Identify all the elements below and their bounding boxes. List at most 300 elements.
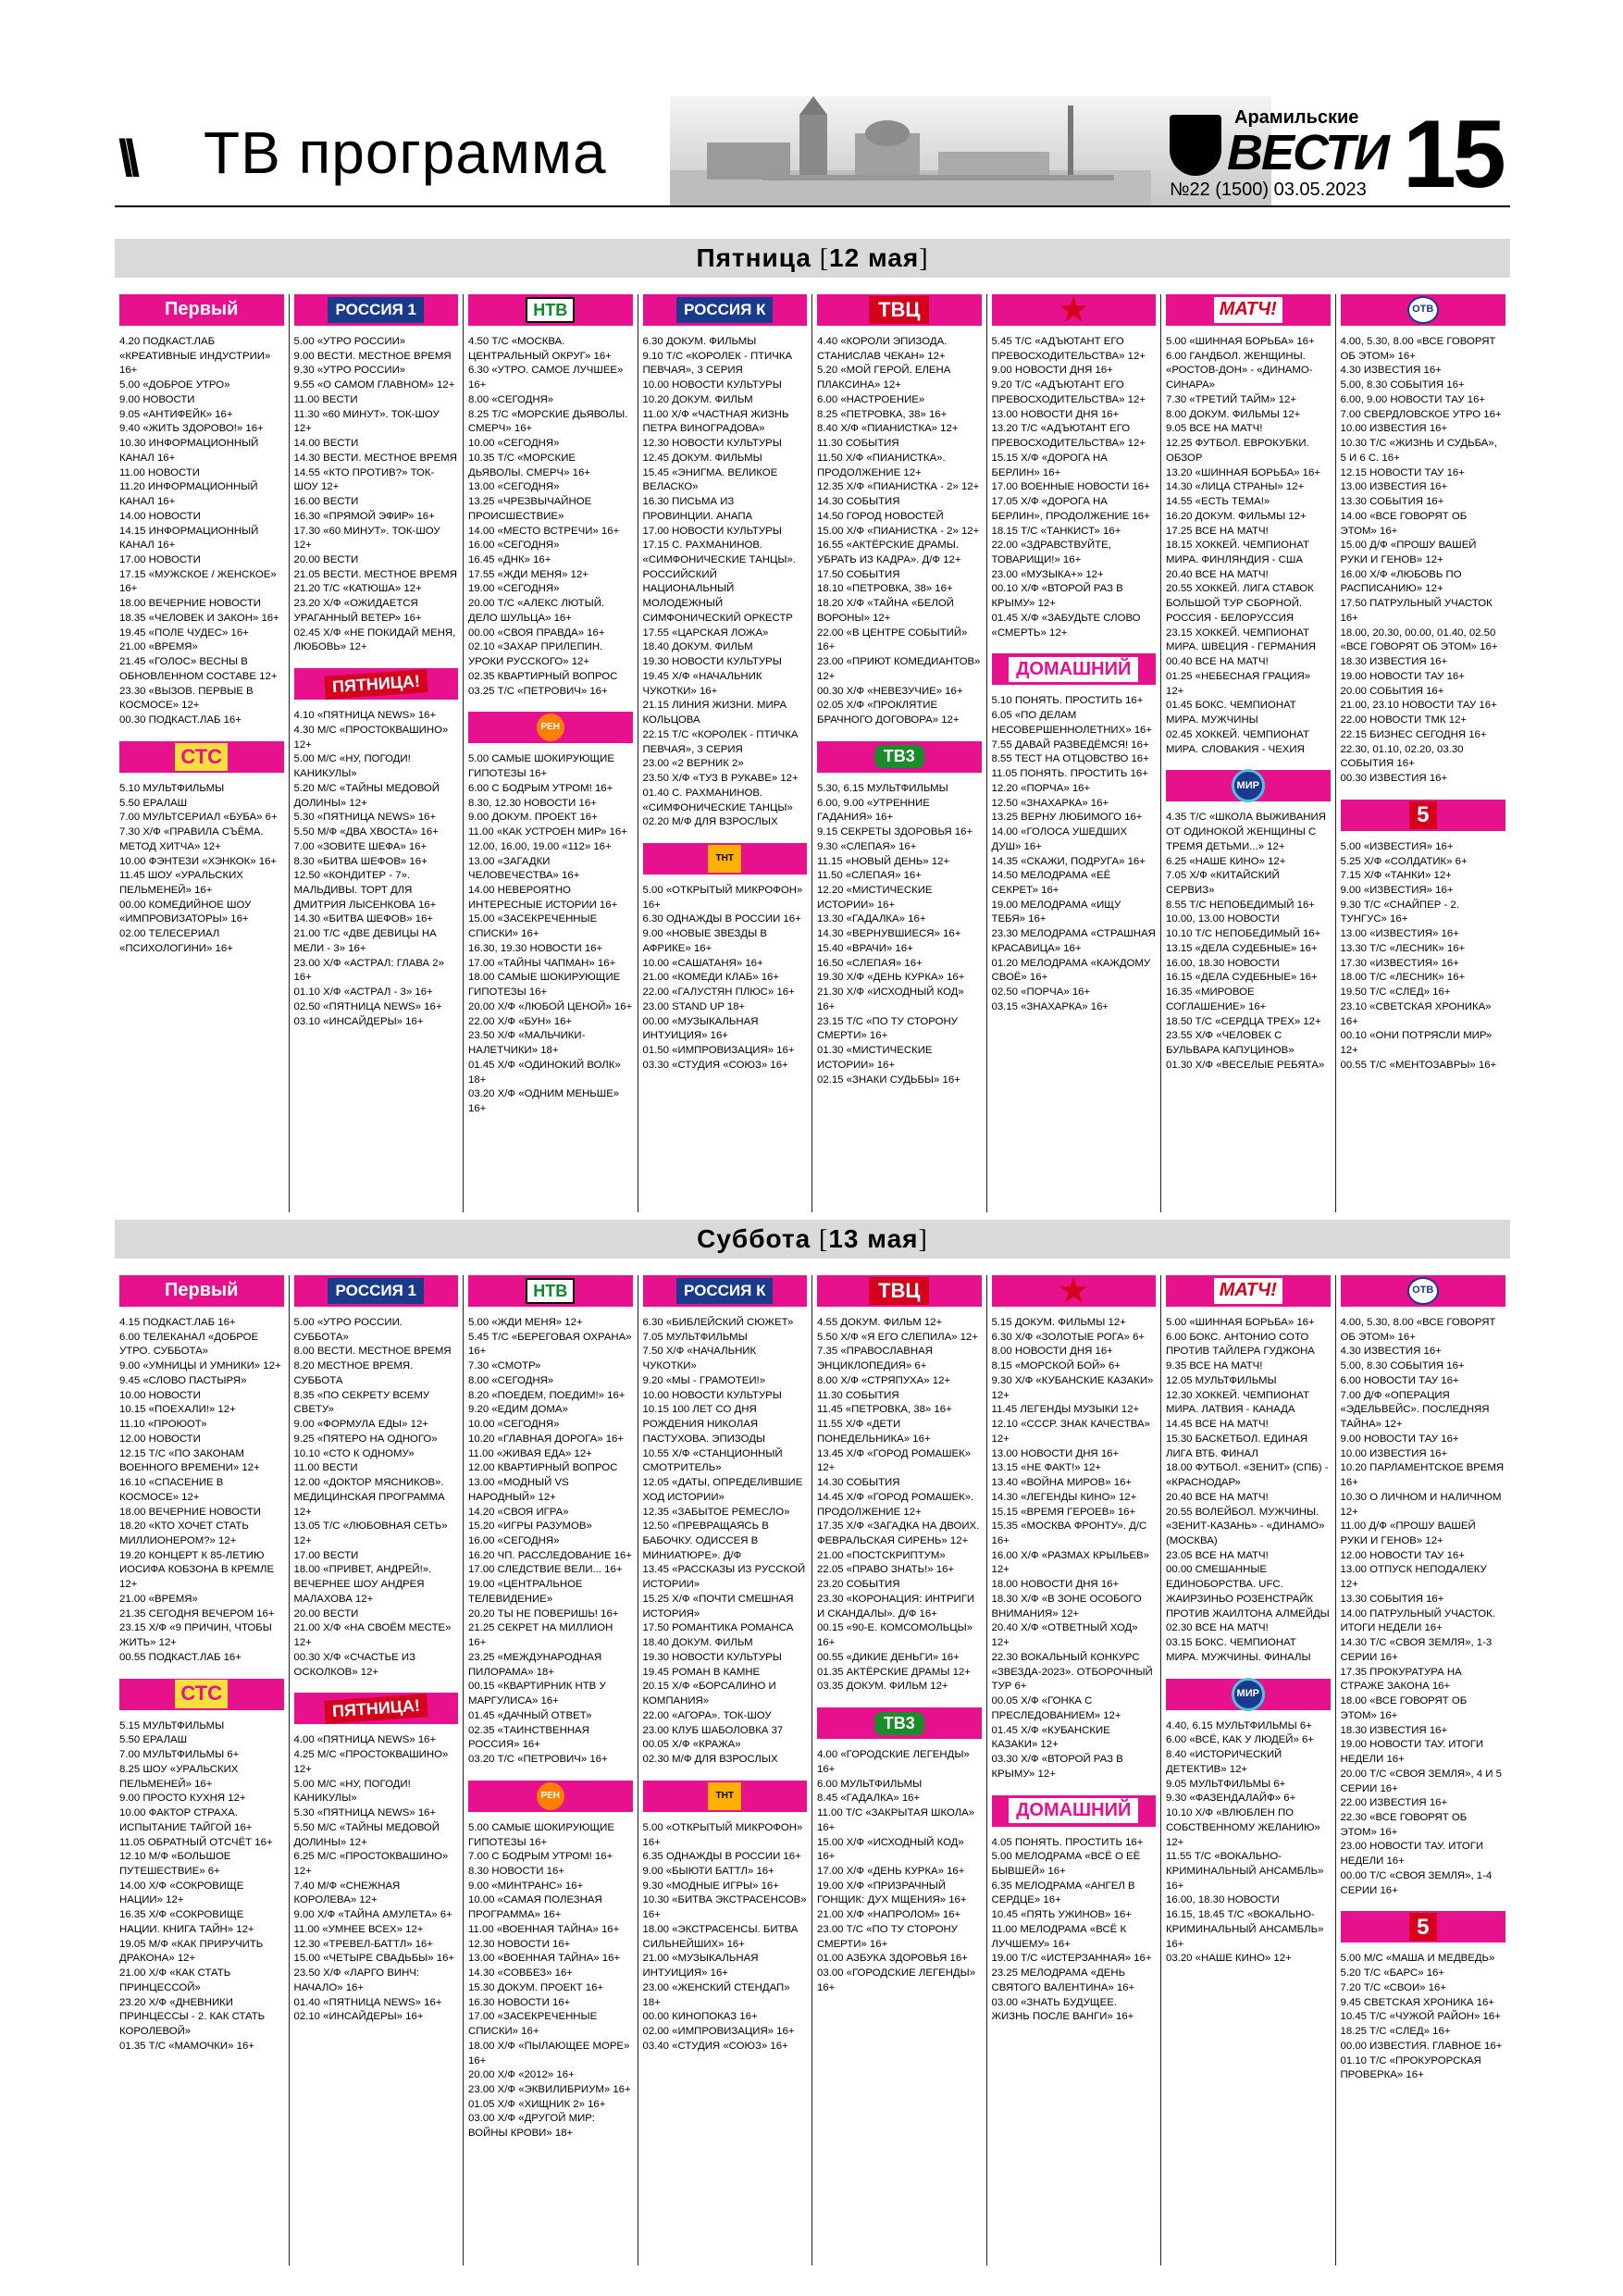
channel-block — [992, 653, 1157, 1014]
program-item: 01.45 Х/Ф «ЗАБУДЬТЕ СЛОВО «СМЕРТЬ» 12+ — [991, 612, 1141, 639]
program-item: 5.00 «ШИННАЯ БОРЬБА» 16+ — [1166, 336, 1315, 347]
program-item: 16.15, 18.45 Т/С «ВОКАЛЬНО-КРИМИНАЛЬНЫЙ АНСАМБЛЬ» 16+ — [1166, 1909, 1324, 1950]
program-item: 9.05 ВСЕ НА МАТЧ! — [1166, 423, 1263, 435]
program-item: 02.10 «ИНСАЙДЕРЫ» 16+ — [293, 2011, 424, 2023]
newspaper-logo — [1170, 107, 1392, 180]
program-item: 11.20 ИНФОРМАЦИОННЫЙ КАНАЛ 16+ — [119, 481, 258, 508]
program-item: 19.00 Т/С «ИСТЕРЗАННАЯ» 16+ — [991, 1953, 1152, 1965]
program-item: 14.30 Т/С «СВОЯ ЗЕМЛЯ», 1-3 СЕРИИ 16+ — [1340, 1637, 1493, 1663]
program-item: 17.00 ВОЕННЫЕ НОВОСТИ 16+ — [991, 481, 1150, 493]
program-item: 17.15 С. РАХМАНИНОВ. «СИМФОНИЧЕСКИЕ ТАНЦЫ». РОССИЙСКИЙ НАЦИОНАЛЬНЫЙ МОЛОДЕЖНЫЙ СИМФОНИЧЕСКИЙ ОРКЕСТР — [642, 540, 796, 624]
program-item: 10.00, 13.00 НОВОСТИ — [1166, 913, 1280, 925]
program-item: 22.05 «ПРАВО ЗНАТЬ!» 16+ — [817, 1564, 955, 1576]
channel-column — [1336, 1275, 1511, 2265]
program-item: 16.00, 18.30 НОВОСТИ — [1166, 1894, 1280, 1906]
program-item: 9.00 НОВОСТИ — [119, 393, 195, 405]
program-item: 20.00 Х/Ф «ЛЮБОЙ ЦЕНОЙ» 16+ — [468, 1000, 633, 1012]
program-item: 18.15 Т/С «ТАНКИСТ» 16+ — [991, 525, 1121, 537]
program-item: 16.00 «СЕГОДНЯ» — [468, 1535, 560, 1547]
program-item: 9.30 Т/С «СНАЙПЕР - 2. ТУНГУС» 16+ — [1340, 899, 1459, 925]
program-item: 11.50 Х/Ф «ПИАНИСТКА». ПРОДОЛЖЕНИЕ 12+ — [817, 452, 946, 478]
program-item: 16.30 ПИСЬМА ИЗ ПРОВИНЦИИ. АНАПА — [642, 496, 753, 522]
channel-logo-ctc — [119, 741, 284, 773]
program-item: 17.00 Х/Ф «ДЕНЬ КУРКА» 16+ — [817, 1865, 965, 1877]
program-item: 8.20 «ПОЕДЕМ, ПОЕДИМ!» 16+ — [468, 1389, 626, 1401]
program-item: 17.30 «ИЗВЕСТИЯ» 16+ — [1340, 957, 1459, 969]
perviy-logo-icon: Первый — [165, 1280, 239, 1301]
program-item: 00.55 Т/С «МЕНТОЗАВРЫ» 16+ — [1340, 1059, 1497, 1071]
channel-logo-mir — [1166, 1679, 1331, 1710]
program-item: 23.00 «ЖЕНСКИЙ СТЕНДАП» 18+ — [642, 1981, 790, 2008]
program-item: 5.00 «ОТКРЫТЫЙ МИКРОФОН» 16+ — [642, 1821, 803, 1848]
program-item: 01.25 «НЕБЕСНАЯ ГРАЦИЯ» 12+ — [1166, 670, 1311, 697]
program-item: 15.30 ДОКУМ. ПРОЕКТ 16+ — [468, 1981, 604, 1993]
channel-column — [812, 294, 987, 1212]
channel-logo-ctc — [119, 1679, 284, 1710]
program-item: 8.30 «БИТВА ШЕФОВ» 16+ — [293, 855, 427, 867]
program-item: 16.30 «ПРЯМОЙ ЭФИР» 16+ — [293, 510, 435, 522]
program-item: 5.00 САМЫЕ ШОКИРУЮЩИЕ ГИПОТЕЗЫ 16+ — [468, 1821, 614, 1848]
program-item: 6.25 М/С «ПРОСТОКВАШИНО» 12+ — [293, 1851, 449, 1877]
program-item: 15.35 «МОСКВА ФРОНТУ». Д/С 16+ — [991, 1520, 1147, 1547]
program-item: 7.55 ДАВАЙ РАЗВЕДЁМСЯ! 16+ — [991, 738, 1149, 751]
program-item: 5.50 Х/Ф «Я ЕГО СЛЕПИЛА» 12+ — [817, 1331, 978, 1343]
program-item: 14.35 «СКАЖИ, ПОДРУГА» 16+ — [991, 855, 1146, 867]
program-item: 6.30 ДОКУМ. ФИЛЬМЫ — [642, 336, 757, 347]
page-number: 15 — [1403, 101, 1503, 208]
program-item: 21.20 Т/С «КАТЮША» 12+ — [293, 583, 422, 595]
program-item: 10.00 «САМАЯ ПОЛЕЗНАЯ ПРОГРАММА» 16+ — [468, 1894, 602, 1921]
program-item: 7.35 «ПРАВОСЛАВНАЯ ЭНЦИКЛОПЕДИЯ» 6+ — [817, 1346, 933, 1372]
program-item: 18.30 ИЗВЕСТИЯ 16+ — [1340, 656, 1448, 668]
program-item: 03.15 БОКС. ЧЕМПИОНАТ МИРА. МУЖЧИНЫ. ФИНАЛЫ — [1166, 1637, 1311, 1663]
program-item: 02.05 Х/Ф «ПРОКЛЯТИЕ БРАЧНОГО ДОГОВОРА» 12+ — [817, 700, 960, 726]
channel-block — [119, 741, 284, 957]
program-item: 14.45 ВСЕ НА МАТЧ! — [1166, 1419, 1269, 1431]
home-logo-icon: ТНТ — [708, 1782, 741, 1810]
program-item: 22.00 НОВОСТИ ТМК 12+ — [1340, 714, 1468, 726]
program-item: 5.00 «УТРО РОССИИ» — [293, 336, 406, 347]
program-item: 21.00 Х/Ф «НА СВОЁМ МЕСТЕ» 12+ — [293, 1622, 452, 1649]
channel-column — [638, 294, 813, 1212]
program-item: 9.10 Т/С «КОРОЛЕК - ПТИЧКА ПЕВЧАЯ», 3 СЕРИЯ — [642, 350, 793, 377]
channel-column — [290, 1275, 465, 2265]
header-slashes-icon: \\ — [118, 129, 133, 187]
channel-column — [1161, 1275, 1336, 2265]
program-item: 6.00 БОКС. АНТОНИО СОТО ПРОТИВ ТАЙЛЕРА ГУДЖОНА — [1166, 1331, 1315, 1358]
program-item: 02.30 ВСЕ НА МАТЧ! — [1166, 1622, 1269, 1634]
program-item: 16.00 Х/Ф «РАЗМАХ КРЫЛЬЕВ» 12+ — [991, 1549, 1149, 1576]
program-item: 11.45 «ПЕТРОВКА, 38» 16+ — [817, 1404, 952, 1416]
program-item: 13.00 «ЗАГАДКИ ЧЕЛОВЕЧЕСТВА» 16+ — [468, 855, 580, 882]
program-item: 23.00 Х/Ф «АСТРАЛ: ГЛАВА 2» 16+ — [293, 957, 444, 984]
program-item: 03.30 «СТУДИЯ «СОЮЗ» 16+ — [642, 1059, 788, 1071]
channel-block — [1166, 770, 1331, 1073]
program-item: 7.05 Х/Ф «КИТАЙСКИЙ СЕРВИЗ» — [1166, 870, 1280, 896]
program-item: 6.35 МЕЛОДРАМА «АНГЕЛ В СЕРДЦЕ» 16+ — [991, 1880, 1135, 1906]
channel-logo-zvezda — [992, 1275, 1157, 1307]
program-item: 12.30 НОВОСТИ 16+ — [468, 1938, 571, 1950]
program-item: 11.05 ОБРАТНЫЙ ОТСЧЁТ 16+ — [119, 1836, 273, 1848]
program-item: 02.45 Х/Ф «НЕ ПОКИДАЙ МЕНЯ, ЛЮБОВЬ» 12+ — [293, 627, 456, 653]
channel-logo-mir — [1166, 770, 1331, 801]
program-item: 03.15 «ЗНАХАРКА» 16+ — [991, 1000, 1109, 1012]
program-item: 23.00 НОВОСТИ ТАУ. ИТОГИ НЕДЕЛИ 16+ — [1340, 1841, 1484, 1868]
program-item: 18.00 ВЕЧЕРНИЕ НОВОСТИ — [119, 1506, 261, 1518]
program-item: 10.15 «ПОЕХАЛИ!» 12+ — [119, 1404, 236, 1416]
program-item: 22.30 ВОКАЛЬНЫЙ КОНКУРС «ЗВЕЗДА-2023». ОТБОРОЧНЫЙ ТУР 6+ — [991, 1651, 1153, 1693]
program-item: 21.00 «МУЗЫКАЛЬНАЯ ИНТУИЦИЯ» 16+ — [642, 1953, 759, 1980]
program-item: 4.50 Т/С «МОСКВА. ЦЕНТРАЛЬНЫЙ ОКРУГ» 16+ — [468, 336, 612, 362]
program-item: 6.00 «НАСТРОЕНИЕ» — [817, 393, 925, 405]
program-item: 22.00 Х/Ф «БУН» 16+ — [468, 1015, 573, 1027]
program-item: 21.00 Х/Ф «КАК СТАТЬ ПРИНЦЕССОЙ» — [119, 1967, 231, 1993]
program-item: 5.00 «УТРО РОССИИ. СУББОТА» — [293, 1317, 403, 1343]
program-item: 15.20 «ИГРЫ РАЗУМОВ» — [468, 1520, 592, 1533]
program-item: 7.20 Т/С «СВОИ» 16+ — [1340, 1981, 1446, 1993]
program-item: 8.00 ВЕСТИ. МЕСТНОЕ ВРЕМЯ — [293, 1346, 452, 1358]
program-item: 9.20 «МЫ - ГРАМОТЕИ!» — [642, 1374, 766, 1386]
program-item: 18.00 Т/С «ЛЕСНИК» 16+ — [1340, 972, 1466, 984]
program-item: 00.05 Х/Ф «ГОНКА С ПРЕСЛЕДОВАНИЕМ» 12+ — [991, 1695, 1121, 1721]
channel-logo-tv3 — [817, 1707, 982, 1739]
program-item: 18.00 «ЭКСТРАСЕНСЫ. БИТВА СИЛЬНЕЙШИХ» 16+ — [642, 1923, 799, 1950]
program-item: 7.15 Х/Ф «ТАНКИ» 12+ — [1340, 870, 1452, 882]
program-item: 20.20 ТЫ НЕ ПОВЕРИШЬ! 16+ — [468, 1607, 619, 1620]
program-item: 16.35 «МИРОВОЕ СОГЛАШЕНИЕ» 16+ — [1166, 987, 1267, 1012]
program-item: 13.00 «ВОЕННАЯ ТАЙНА» 16+ — [468, 1953, 621, 1965]
program-item: 00.00 ИЗВЕСТИЯ. ГЛАВНОЕ 16+ — [1340, 2040, 1503, 2052]
program-item: 9.00 ПРОСТО КУХНЯ 12+ — [119, 1793, 246, 1805]
program-item: 7.30 Х/Ф «ПРАВИЛА СЪЁМА. МЕТОД ХИТЧА» 12+ — [119, 826, 264, 852]
day-date: 13 мая — [828, 1224, 919, 1253]
channel-block — [1166, 1275, 1331, 1666]
program-item: 11.15 «НОВЫЙ ДЕНЬ» 12+ — [817, 855, 950, 867]
town-skyline-icon — [670, 96, 1151, 205]
program-item: 16.55 «АКТЁРСКИЕ ДРАМЫ. УБРАТЬ ИЗ КАДРА». Д/Ф 12+ — [817, 540, 961, 566]
program-item: 23.05 ВСЕ НА МАТЧ! — [1166, 1549, 1269, 1561]
program-item: 18.30 Х/Ф «В ЗОНЕ ОСОБОГО ВНИМАНИЯ» 12+ — [991, 1593, 1142, 1620]
program-item: 10.10 Т/С НЕПОБЕДИМЫЙ 16+ — [1166, 928, 1321, 940]
program-item: 02.00 «ИМПРОВИЗАЦИЯ» 16+ — [642, 2026, 795, 2038]
program-item: 01.10 Х/Ф «АСТРАЛ - 3» 16+ — [293, 987, 433, 999]
program-item: 03.20 Т/С «ПЕТРОВИЧ» 16+ — [468, 1754, 608, 1766]
perviy-logo-icon: Первый — [165, 299, 239, 320]
program-item: 17.00 «ТАЙНЫ ЧАПМАН» 16+ — [468, 957, 616, 969]
program-item: 9.45 СВЕТСКАЯ ХРОНИКА 16+ — [1340, 1996, 1494, 2008]
program-item: 23.50 Х/Ф «ТУЗ В РУКАВЕ» 12+ — [642, 773, 799, 785]
program-item: 18.00 НОВОСТИ ДНЯ 16+ — [991, 1579, 1120, 1591]
program-item: 9.20 «ЕДИМ ДОМА» — [468, 1404, 568, 1416]
program-item: 01.45 «ДАЧНЫЙ ОТВЕТ» — [468, 1709, 592, 1721]
program-item: 15.00 Д/Ф «ПРОШУ ВАШЕЙ РУКИ И ГЕНОВ» 12+ — [1340, 540, 1477, 566]
program-item: 13.30 «ГАДАЛКА» 16+ — [817, 913, 926, 925]
program-item: 7.30 «ТРЕТИЙ ТАЙМ» 12+ — [1166, 393, 1296, 405]
program-item: 13.20 «ШИННАЯ БОРЬБА» 16+ — [1166, 466, 1320, 478]
program-item: 00.30 Х/Ф «НЕВЕЗУЧИЕ» 16+ — [817, 685, 963, 697]
program-item: 10.00 НОВОСТИ — [119, 1389, 201, 1401]
program-item: 9.40 «ЖИТЬ ЗДОРОВО!» 16+ — [119, 423, 264, 435]
program-item: 21.05 ВЕСТИ. МЕСТНОЕ ВРЕМЯ — [293, 568, 457, 580]
program-item: 12.00 «ДОКТОР МЯСНИКОВ». МЕДИЦИНСКАЯ ПРОГРАММА 12+ — [293, 1477, 445, 1518]
program-item: 5.00 «ЖДИ МЕНЯ» 12+ — [468, 1317, 583, 1328]
program-item: 13.00 ОТПУСК НЕПОДАЛЕКУ 12+ — [1340, 1564, 1487, 1591]
program-item: 5.00 М/С «НУ, ПОГОДИ! КАНИКУЛЫ» — [293, 1778, 411, 1805]
program-item: 17.30 «60 МИНУТ». ТОК-ШОУ 12+ — [293, 525, 440, 552]
channel-block — [643, 1275, 808, 1768]
ctc-logo-icon: СТС — [175, 743, 228, 771]
program-item: 19.00 «СЕГОДНЯ» — [468, 583, 560, 595]
mir-logo-icon: МИР — [1232, 769, 1265, 802]
program-item: 17.50 ПАТРУЛЬНЫЙ УЧАСТОК 16+ — [1340, 598, 1493, 624]
program-item: 5.00 «ДОБРОЕ УТРО» — [119, 379, 230, 391]
program-item: 12.50 «ЗНАХАРКА» 16+ — [991, 797, 1109, 809]
program-item: 19.00 НОВОСТИ ТАУ. ИТОГИ НЕДЕЛИ 16+ — [1340, 1739, 1484, 1766]
program-item: 19.30 Х/Ф «ДЕНЬ КУРКА» 16+ — [817, 972, 965, 984]
tv3-logo-icon: ТВ3 — [874, 745, 924, 768]
program-item: 10.30 Т/С «ЖИЗНЬ И СУДЬБА», 5 И 6 С. 16+ — [1340, 438, 1497, 464]
program-item: 15.00 «ЧЕТЫРЕ СВАДЬБЫ» 16+ — [293, 1953, 455, 1965]
program-item: 23.30 МЕЛОДРАМА «СТРАШНАЯ КРАСАВИЦА» 16+ — [991, 928, 1156, 954]
program-item: 18.00 ФУТБОЛ. «ЗЕНИТ» (СПБ) - «КРАСНОДАР» — [1166, 1462, 1329, 1489]
program-item: 9.00 «УМНИЦЫ И УМНИКИ» 12+ — [119, 1360, 281, 1372]
program-item: 11.00 ВЕСТИ — [293, 1462, 358, 1474]
program-item: 6.25 «НАШЕ КИНО» 12+ — [1166, 855, 1286, 867]
program-item: 22.00 «ЗДРАВСТВУЙТЕ, ТОВАРИЩИ!» 16+ — [991, 540, 1111, 566]
dom-logo-icon: ДОМАШНИЙ — [1007, 655, 1140, 685]
program-item: 17.00 НОВОСТИ КУЛЬТУРЫ — [642, 525, 782, 537]
pyat-logo-icon: ПЯТНИЦА! — [324, 1694, 427, 1724]
schedule-grid-friday — [115, 294, 1510, 1212]
program-item: 12.10 М/Ф «БОЛЬШОЕ ПУТЕШЕСТВИЕ» 6+ — [119, 1851, 231, 1877]
program-item: 5.45 Т/С «БЕРЕГОВАЯ ОХРАНА» 16+ — [468, 1331, 632, 1358]
channel-column — [987, 294, 1162, 1212]
program-item: 7.30 «СМОТР» — [468, 1360, 541, 1372]
program-item: 15.15 Х/Ф «ДОРОГА НА БЕРЛИН» 16+ — [991, 452, 1108, 478]
channel-block — [1341, 1911, 1506, 2083]
mir-logo-icon: МИР — [1232, 1678, 1265, 1711]
channel-block — [992, 1795, 1157, 2026]
channel-logo-russiak — [643, 1275, 808, 1307]
program-item: 18.25 Т/С «СЛЕД» 16+ — [1340, 2026, 1451, 2038]
program-item: 10.20 ДОКУМ. ФИЛЬМ — [642, 393, 753, 405]
program-item: 18.40 ДОКУМ. ФИЛЬМ — [642, 1637, 753, 1649]
zvezda-logo-icon: ★ — [1059, 1275, 1088, 1309]
program-item: 18.10 «ПЕТРОВКА, 38» 16+ — [817, 583, 953, 595]
program-item: 17.55 «ЦАРСКАЯ ЛОЖА» — [642, 627, 769, 639]
program-item: 6.00 ТЕЛЕКАНАЛ «ДОБРОЕ УТРО. СУББОТА» — [119, 1331, 259, 1358]
program-item: 15.00 «ЗАСЕКРЕЧЕННЫЕ СПИСКИ» 16+ — [468, 913, 598, 940]
program-item: 7.50 Х/Ф «НАЧАЛЬНИК ЧУКОТКИ» — [642, 1346, 757, 1372]
program-item: 23.00 «2 ВЕРНИК 2» — [642, 758, 744, 770]
program-item: 20.00 ВЕСТИ — [293, 554, 359, 566]
program-item: 14.30 «ВЕРНУВШИЕСЯ» 16+ — [817, 928, 961, 940]
program-item: 9.00 «ИЗВЕСТИЯ» 16+ — [1340, 884, 1454, 896]
program-item: 23.00 Х/Ф «ЭКВИЛИБРИУМ» 16+ — [468, 2083, 631, 2095]
program-item: 18.20 Х/Ф «ТАЙНА «БЕЛОЙ ВОРОНЫ» 12+ — [817, 598, 954, 624]
program-item: 00.05 Х/Ф «КРАЖА» — [642, 1739, 741, 1751]
program-item: 9.00 ВЕСТИ. МЕСТНОЕ ВРЕМЯ — [293, 350, 452, 362]
program-item: 01.45 Х/Ф «КУБАНСКИЕ КАЗАКИ» 12+ — [991, 1724, 1110, 1751]
program-item: 16.00 «СЕГОДНЯ» — [468, 540, 560, 552]
program-item: 21.00 «ПОСТСКРИПТУМ» — [817, 1549, 946, 1561]
program-item: 22.15 БИЗНЕС СЕГОДНЯ 16+ — [1340, 728, 1487, 740]
program-item: 14.00 «ГОЛОСА УШЕДШИХ ДУШ» 16+ — [991, 826, 1128, 852]
program-item: 19.50 Т/С «СЛЕД» 16+ — [1340, 987, 1451, 999]
channel-block — [1341, 294, 1506, 787]
program-item: 8.55 Т/С НЕПОБЕДИМЫЙ 16+ — [1166, 899, 1315, 911]
program-item: 6.30 ОДНАЖДЫ В РОССИИ 16+ — [642, 913, 801, 925]
program-item: 5.00 «ОТКРЫТЫЙ МИКРОФОН» 16+ — [642, 884, 803, 911]
channel-logo-russia1 — [294, 1275, 459, 1307]
ren-logo-icon: РЕН — [537, 1782, 564, 1810]
program-item: 5.50 ЕРАЛАШ — [119, 797, 188, 809]
channel-block — [817, 294, 982, 728]
program-item: 10.20 «ГЛАВНАЯ ДОРОГА» 16+ — [468, 1433, 625, 1445]
program-item: 18.00, 20.30, 00.00, 01.40, 02.50 «ВСЕ ГОВОРЯТ ОБ ЭТОМ» 16+ — [1340, 627, 1498, 653]
program-item: 23.00 «МУЗЫКА+» 12+ — [991, 568, 1104, 580]
program-item: 11.45 ШОУ «УРАЛЬСКИХ ПЕЛЬМЕНЕЙ» 16+ — [119, 870, 243, 896]
program-item: 9.30 «ФАЗЕНДАЛАЙФ» 6+ — [1166, 1793, 1296, 1805]
program-item: 18.00 «ВСЕ ГОВОРЯТ ОБ ЭТОМ» 16+ — [1340, 1695, 1468, 1721]
program-item: 8.00 Х/Ф «СТРЯПУХА» 12+ — [817, 1374, 951, 1386]
program-item: 12.00 НОВОСТИ — [119, 1433, 201, 1445]
program-item: 16.15 «ДЕЛА СУДЕБНЫЕ» 16+ — [1166, 972, 1318, 984]
program-item: 7.00 «ЗОВИТЕ ШЕФА» 16+ — [293, 840, 427, 852]
channel-block — [643, 294, 808, 830]
program-item: 23.50 Х/Ф «МАЛЬЧИКИ-НАЛЕТЧИКИ» 18+ — [468, 1030, 586, 1057]
channel-block — [294, 668, 459, 1029]
program-item: 16.00 Х/Ф «ЛЮБОВЬ ПО РАСПИСАНИЮ» 12+ — [1340, 568, 1462, 595]
channel-logo-ntv — [468, 1275, 633, 1307]
program-item: 5.15 МУЛЬТФИЛЬМЫ — [119, 1719, 225, 1731]
program-item: 10.00 НОВОСТИ КУЛЬТУРЫ — [642, 1389, 782, 1401]
program-item: 11.00 Т/С «ЗАКРЫТАЯ ШКОЛА» 16+ — [817, 1807, 975, 1833]
program-item: 20.00 Т/С «АЛЕКС ЛЮТЫЙ. ДЕЛО ШУЛЬЦА» 16+ — [468, 598, 605, 624]
program-item: 14.30 «СОВБЕЗ» 16+ — [468, 1967, 573, 1980]
program-item: 5.20 Т/С «БАРС» 16+ — [1340, 1967, 1445, 1980]
program-item: 00.00 Т/С «СВОЯ ЗЕМЛЯ», 1-4 СЕРИИ 16+ — [1340, 1869, 1493, 1896]
program-item: 11.00 МЕЛОДРАМА «ВСЁ К ЛУЧШЕМУ» 16+ — [991, 1923, 1127, 1950]
otv-logo-icon: ОТВ — [1407, 296, 1439, 324]
program-item: 17.50 РОМАНТИКА РОМАНСА — [642, 1622, 794, 1634]
program-item: 22.00 «АГОРА». ТОК-ШОУ — [642, 1709, 772, 1721]
program-item: 01.45 БОКС. ЧЕМПИОНАТ МИРА. МУЖЧИНЫ — [1166, 700, 1296, 726]
channel-block — [1166, 294, 1331, 757]
program-item: 8.00 «СЕГОДНЯ» — [468, 1374, 554, 1386]
program-item: 5.00 М/С «НУ, ПОГОДИ! КАНИКУЛЫ» — [293, 753, 411, 780]
channel-block — [294, 294, 459, 655]
program-item: 20.00 СОБЫТИЯ 16+ — [1340, 685, 1444, 697]
program-item: 02.30 М/Ф ДЛЯ ВЗРОСЛЫХ — [642, 1754, 778, 1766]
program-item: 22.30, 01.10, 02.20, 03.30 СОБЫТИЯ 16+ — [1340, 743, 1464, 770]
program-item: 02.50 «ПЯТНИЦА NEWS» 16+ — [293, 1000, 442, 1012]
program-item: 10.20 ПАРЛАМЕНТСКОЕ ВРЕМЯ 16+ — [1340, 1462, 1505, 1489]
program-item: 6.30 «УТРО. САМОЕ ЛУЧШЕЕ» 16+ — [468, 365, 624, 391]
channel-logo-home — [643, 843, 808, 875]
channel-block — [1341, 800, 1506, 1074]
program-item: 13.30 СОБЫТИЯ 16+ — [1340, 496, 1444, 508]
program-item: 6.00, 9.00 «УТРЕННИЕ ГАДАНИЯ» 16+ — [817, 797, 930, 824]
channel-logo-ren — [468, 712, 633, 743]
channel-column — [115, 1275, 290, 2265]
program-item: 03.30 Х/Ф «ВТОРОЙ РАЗ В КРЫМУ» 12+ — [991, 1754, 1123, 1780]
logo-subtitle: Арамильские — [1234, 107, 1359, 128]
program-item: 12.30 «ТРЕВЕЛ-БАТТЛ» 16+ — [293, 1938, 434, 1950]
program-item: 4.40, 6.15 МУЛЬТФИЛЬМЫ 6+ — [1166, 1719, 1312, 1731]
ntv-logo-icon: НТВ — [526, 297, 575, 324]
program-item: 02.35 КВАРТИРНЫЙ ВОПРОС — [468, 670, 618, 682]
channel-column — [1161, 294, 1336, 1212]
program-item: 21.00 «ВРЕМЯ» — [119, 1593, 198, 1605]
program-item: 4.20 ПОДКАСТ.ЛАБ «КРЕАТИВНЫЕ ИНДУСТРИИ» 16+ — [119, 336, 271, 377]
program-item: 14.30 «ЛИЦА СТРАНЫ» 12+ — [1166, 481, 1305, 493]
program-item: 13.05 Т/С «ЛЮБОВНАЯ СЕТЬ» 12+ — [293, 1520, 448, 1547]
program-item: 9.00 «БЫЮТИ БАТТЛ» 16+ — [642, 1865, 774, 1877]
russiak-logo-icon: РОССИЯ К — [676, 1278, 773, 1303]
program-item: 15.30 БАСКЕТБОЛ. ЕДИНАЯ ЛИГА ВТБ. ФИНАЛ — [1166, 1433, 1308, 1459]
channel-logo-ntv — [468, 294, 633, 326]
program-item: 9.00 «МИНТРАНС» 16+ — [468, 1880, 584, 1892]
program-item: 5.30 «ПЯТНИЦА NEWS» 16+ — [293, 812, 437, 824]
program-item: 20.40 Х/Ф «ОТВЕТНЫЙ ХОД» 12+ — [991, 1622, 1138, 1649]
channel-block — [992, 1275, 1157, 1782]
program-item: 11.00 НОВОСТИ — [119, 466, 200, 478]
channel-column — [987, 1275, 1162, 2265]
program-item: 16.00 ВЕСТИ — [293, 496, 359, 508]
program-item: 9.25 «ПЯТЕРО НА ОДНОГО» — [293, 1433, 438, 1445]
program-item: 00.00 КИНОПОКАЗ 16+ — [642, 2011, 758, 2023]
program-item: 16.10 «СПАСЕНИЕ В КОСМОСЕ» 12+ — [119, 1477, 224, 1503]
program-item: 22.30 «ВСЕ ГОВОРЯТ ОБ ЭТОМ» 16+ — [1340, 1811, 1468, 1838]
russiak-logo-icon: РОССИЯ К — [676, 297, 773, 322]
five-logo-icon: 5 — [1409, 801, 1437, 829]
channel-logo-match — [1166, 294, 1331, 326]
program-item: 8.30, 12.30 НОВОСТИ 16+ — [468, 797, 597, 809]
program-item: 7.00 СВЕРДЛОВСКОЕ УТРО 16+ — [1340, 408, 1502, 420]
program-item: 01.05 Х/Ф «ХИЩНИК 2» 16+ — [468, 2098, 606, 2110]
program-item: 14.55 «КТО ПРОТИВ?» ТОК-ШОУ 12+ — [293, 466, 435, 493]
program-item: 18.00 «ПРИВЕТ, АНДРЕЙ!». ВЕЧЕРНЕЕ ШОУ АНДРЕЯ МАЛАХОВА 12+ — [293, 1564, 432, 1605]
program-item: 9.00 «ФОРМУЛА ЕДЫ» 12+ — [293, 1419, 428, 1431]
program-item: 23.00 КЛУБ ШАБОЛОВКА 37 — [642, 1724, 784, 1736]
program-item: 13.25 ВЕРНУ ЛЮБИМОГО 16+ — [991, 812, 1143, 824]
program-item: 14.55 «ЕСТЬ ТЕМА!» — [1166, 496, 1270, 508]
program-item: 12.35 «ЗАБЫТОЕ РЕМЕСЛО» — [642, 1506, 790, 1518]
program-item: 12.10 «СССР. ЗНАК КАЧЕСТВА» 12+ — [991, 1419, 1150, 1445]
program-item: 14.00 «МЕСТО ВСТРЕЧИ» 16+ — [468, 525, 620, 537]
program-item: 12.15 НОВОСТИ ТАУ 16+ — [1340, 466, 1465, 478]
program-item: 8.25 Т/С «МОРСКИЕ ДЬЯВОЛЫ. СМЕРЧ» 16+ — [468, 408, 628, 435]
program-item: 11.30 «60 МИНУТ». ТОК-ШОУ 12+ — [293, 408, 440, 435]
program-item: 8.20 МЕСТНОЕ ВРЕМЯ. СУББОТА — [293, 1360, 414, 1386]
program-item: 18.35 «ЧЕЛОВЕК И ЗАКОН» 16+ — [119, 612, 279, 624]
channel-column — [464, 294, 638, 1212]
program-item: 10.35 Т/С «МОРСКИЕ ДЬЯВОЛЫ. СМЕРЧ» 16+ — [468, 452, 590, 478]
program-item: 11.05 ПОНЯТЬ. ПРОСТИТЬ 16+ — [991, 768, 1148, 780]
program-item: 18.00 ВЕЧЕРНИЕ НОВОСТИ — [119, 598, 261, 610]
channel-logo-ren — [468, 1781, 633, 1812]
program-item: 20.40 ВСЕ НА МАТЧ! — [1166, 568, 1269, 580]
program-item: 23.30 «КОРОНАЦИЯ: ИНТРИГИ И СКАНДАЛЫ». Д/Ф 16+ — [817, 1593, 975, 1620]
program-item: 8.40 «ИСТОРИЧЕСКИЙ ДЕТЕКТИВ» 12+ — [1166, 1749, 1282, 1775]
otv-logo-icon: ОТВ — [1407, 1277, 1439, 1305]
program-item: 23.00 Т/С «ПО ТУ СТОРОНУ СМЕРТИ» 16+ — [817, 1923, 958, 1950]
program-item: 14.20 «СВОЯ ИГРА» — [468, 1506, 569, 1518]
channel-block — [817, 1707, 982, 1995]
program-item: 13.15 «НЕ ФАКТ!» 12+ — [991, 1462, 1102, 1474]
program-item: 4.05 ПОНЯТЬ. ПРОСТИТЬ 16+ — [991, 1836, 1144, 1848]
